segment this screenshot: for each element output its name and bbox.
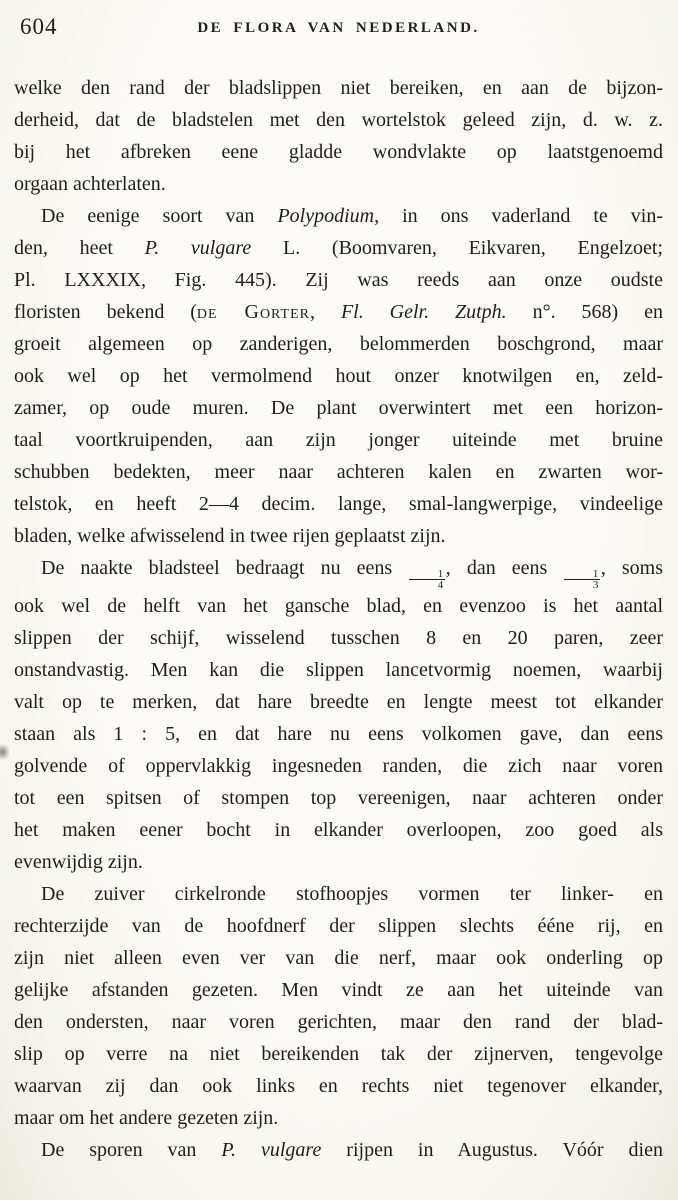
text-segment: orgaan achterlaten. xyxy=(14,173,166,195)
text-segment: Fl. Gelr. Zutph. xyxy=(340,301,507,323)
text-line xyxy=(14,232,663,264)
text-segment: waarvan zij dan ook links en rechts niet tegenover elkander, xyxy=(14,1075,663,1097)
stacked-fraction: $\frac{1}{3}$ xyxy=(563,569,601,590)
text-line xyxy=(14,1134,663,1166)
paragraph xyxy=(14,878,663,1134)
text-segment: evenwijdig zijn. xyxy=(14,851,143,873)
text-line xyxy=(14,360,663,392)
text-segment: derheid, dat de bladstelen met den wortelstok geleed zijn, d. w. z. xyxy=(14,109,663,131)
text-segment: n°. 568) en xyxy=(506,301,663,323)
page-body xyxy=(14,72,663,1166)
text-segment: bladen, welke afwisselend in twee rijen geplaatst zijn. xyxy=(14,525,446,547)
text-line xyxy=(14,1038,663,1070)
text-line xyxy=(14,296,663,328)
text-segment: den, heet xyxy=(14,237,145,259)
text-line xyxy=(14,264,663,296)
running-title: DE FLORA VAN NEDERLAND. xyxy=(197,20,480,36)
text-line xyxy=(14,552,663,590)
text-segment: , in ons vaderland te vin- xyxy=(374,205,663,227)
text-segment: De zuiver cirkelronde stofhoopjes vormen ter linker- en xyxy=(41,883,663,905)
text-line xyxy=(14,590,663,622)
text-line xyxy=(14,424,663,456)
text-segment: welke den rand der bladslippen niet bereiken, en aan de bijzon- xyxy=(14,77,663,99)
text-line xyxy=(14,200,663,232)
text-segment: golvende of oppervlakkig ingesneden randen, die zich naar voren xyxy=(14,755,663,777)
text-segment: rechterzijde van de hoofdnerf der slippen slechts ééne rij, en xyxy=(14,915,663,937)
text-line xyxy=(14,718,663,750)
text-line xyxy=(14,1102,663,1134)
text-segment: maar om het andere gezeten zijn. xyxy=(14,1107,279,1129)
text-segment: zamer, op oude muren. De plant overwintert met een horizon- xyxy=(14,397,663,419)
text-segment: schubben bedekten, meer naar achteren kalen en zwarten wor- xyxy=(14,461,663,483)
text-segment: floristen bekend ( xyxy=(14,301,197,323)
paragraph xyxy=(14,72,663,200)
text-segment: slippen der schijf, wisselend tusschen 8 en 20 paren, zeer xyxy=(14,627,663,649)
text-line xyxy=(14,622,663,654)
text-segment: Polypodium xyxy=(277,205,375,227)
text-line xyxy=(14,392,663,424)
text-segment: valt op te merken, dat hare breedte en lengte meest tot elkander xyxy=(14,691,663,713)
text-segment: slip op verre na niet bereikenden tak der zijnerven, tengevolge xyxy=(14,1043,663,1065)
text-line xyxy=(14,168,663,200)
text-segment: De sporen van xyxy=(41,1139,222,1161)
text-line xyxy=(14,136,663,168)
text-line xyxy=(14,878,663,910)
text-segment: zijn niet alleen even ver van die nerf, maar ook onderling op xyxy=(14,947,663,969)
text-line xyxy=(14,974,663,1006)
page-header xyxy=(14,14,663,48)
text-segment: , dan eens xyxy=(445,557,564,579)
text-segment: gelijke afstanden gezeten. Men vindt ze aan het uiteinde van xyxy=(14,979,663,1001)
text-segment: bij het afbreken eene gladde wondvlakte op laatstgenoemd xyxy=(14,141,663,163)
text-segment: de Gorter xyxy=(196,301,310,323)
text-segment: staan als 1 : 5, en dat hare nu eens volkomen gave, dan eens xyxy=(14,723,663,745)
text-line xyxy=(14,654,663,686)
paragraph xyxy=(14,200,663,552)
text-segment: ook wel op het vermolmend hout onzer knotwilgen en, zeld- xyxy=(14,365,663,387)
paragraph xyxy=(14,1134,663,1166)
text-line xyxy=(14,782,663,814)
text-line xyxy=(14,520,663,552)
text-segment: den ondersten, naar voren gerichten, maar den rand der blad- xyxy=(14,1011,663,1033)
text-line xyxy=(14,750,663,782)
paragraph xyxy=(14,552,663,878)
text-line xyxy=(14,488,663,520)
text-segment: Pl. LXXXIX, Fig. 445). Zij was reeds aan onze oudste xyxy=(14,269,663,291)
text-segment: De naakte bladsteel bedraagt nu eens xyxy=(41,557,409,579)
text-segment: telstok, en heeft 2—4 decim. lange, smal-langwerpige, vindeelige xyxy=(14,493,663,515)
text-segment: groeit algemeen op zanderigen, belommerden boschgrond, maar xyxy=(14,333,663,355)
text-segment: , soms xyxy=(600,557,663,579)
text-segment: , xyxy=(310,301,341,323)
text-segment: P. vulgare xyxy=(221,1139,322,1161)
text-segment: het maken eener bocht in elkander overloopen, zoo goed als xyxy=(14,819,663,841)
text-line xyxy=(14,104,663,136)
ink-smudge-artifact xyxy=(0,744,10,760)
text-segment: taal voortkruipenden, aan zijn jonger uiteinde met bruine xyxy=(14,429,663,451)
text-segment: rijpen in Augustus. Vóór dien xyxy=(321,1139,663,1161)
text-line xyxy=(14,328,663,360)
text-line xyxy=(14,456,663,488)
text-line xyxy=(14,686,663,718)
text-segment: ook wel de helft van het gansche blad, en evenzoo is het aantal xyxy=(14,595,663,617)
page-number: 604 xyxy=(20,14,58,39)
text-line xyxy=(14,910,663,942)
text-segment: De eenige soort van xyxy=(41,205,278,227)
text-line xyxy=(14,846,663,878)
text-line xyxy=(14,814,663,846)
text-segment: L. (Boomvaren, Eikvaren, Engelzoet; xyxy=(251,237,663,259)
text-line xyxy=(14,72,663,104)
text-line xyxy=(14,1006,663,1038)
text-segment: onstandvastig. Men kan die slippen lancetvormig noemen, waarbij xyxy=(14,659,663,681)
text-segment: P. vulgare xyxy=(144,237,252,259)
text-line xyxy=(14,1070,663,1102)
text-line xyxy=(14,942,663,974)
text-segment: tot een spitsen of stompen top vereenigen, naar achteren onder xyxy=(14,787,663,809)
stacked-fraction: $\frac{1}{4}$ xyxy=(408,569,446,590)
